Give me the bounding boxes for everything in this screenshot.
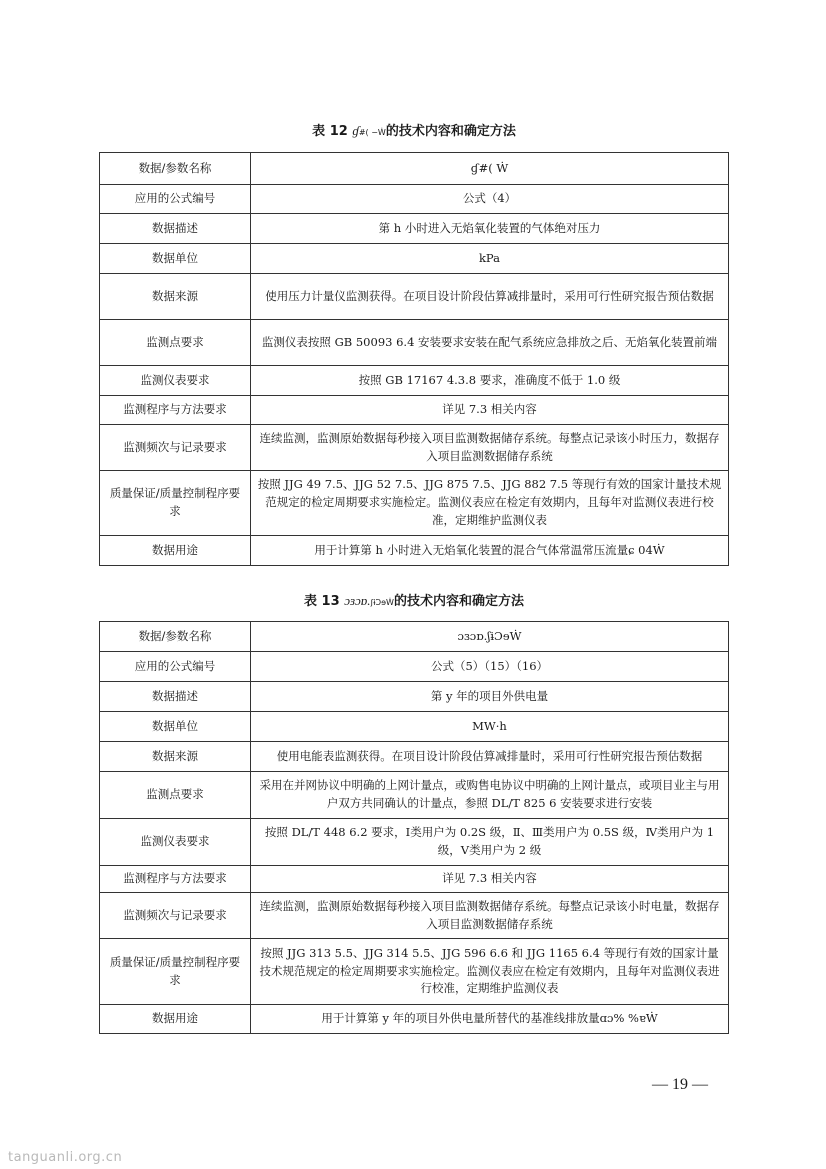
row-value: 采用在并网协议中明确的上网计量点，或购售电协议中明确的上网计量点，或项目业主与用户双方共同确认的计量点，参照 DL/T 825 6 安装要求进行安装: [251, 772, 729, 819]
row-value: 按照 DL/T 448 6.2 要求，Ⅰ类用户为 0.2S 级，Ⅱ、Ⅲ类用户为 0.5S 级，Ⅳ类用户为 1 级，Ⅴ类用户为 2 级: [251, 819, 729, 866]
page-number: — 19 —: [652, 1076, 708, 1093]
watermark: tanguanli.org.cn: [8, 1150, 123, 1165]
table-row: [100, 866, 729, 893]
table-row: [100, 244, 729, 274]
row-value: 使用压力计量仪监测获得。在项目设计阶段估算减排量时，采用可行性研究报告预估数据: [251, 274, 729, 320]
row-value: 用于计算第 h 小时进入无焰氧化装置的混合气体常温常压流量ɕ 04Ẇ: [251, 536, 729, 566]
row-value: 公式（5）（15）（16）: [251, 652, 729, 682]
row-value: ɠ#( Ẇ: [251, 153, 729, 185]
table13-caption-prefix: 表 13: [304, 594, 340, 609]
row-label: 监测点要求: [100, 772, 251, 819]
table-row: [100, 396, 729, 425]
table-row: [100, 742, 729, 772]
row-label: 数据/参数名称: [100, 153, 251, 185]
table-row: [100, 622, 729, 652]
row-label: 数据单位: [100, 244, 251, 274]
table-row: [100, 214, 729, 244]
table-row: [100, 185, 729, 214]
row-label: 数据/参数名称: [100, 622, 251, 652]
table-row: [100, 1005, 729, 1034]
row-label: 监测频次与记录要求: [100, 893, 251, 939]
row-label: 应用的公式编号: [100, 652, 251, 682]
row-value: 按照 GB 17167 4.3.8 要求，准确度不低于 1.0 级: [251, 366, 729, 396]
row-value: 详见 7.3 相关内容: [251, 866, 729, 893]
row-value: 详见 7.3 相关内容: [251, 396, 729, 425]
table-row: [100, 893, 729, 939]
row-value: 按照 JJG 49 7.5、JJG 52 7.5、JJG 875 7.5、JJG 882 7.5 等现行有效的国家计量技术规范规定的检定周期要求实施检定。监测仪表应在检定有效期内，且每年对监测仪表进行校准，定期维护监测仪表: [251, 471, 729, 536]
table12-caption-symbol: ɠ: [352, 123, 359, 138]
row-value: 连续监测，监测原始数据每秒接入项目监测数据储存系统。每整点记录该小时压力，数据存入项目监测数据储存系统: [251, 425, 729, 471]
table-row: [100, 274, 729, 320]
table12-caption-suffix: 的技术内容和确定方法: [385, 124, 516, 139]
row-label: 应用的公式编号: [100, 185, 251, 214]
table-row: [100, 819, 729, 866]
table-row: [100, 772, 729, 819]
row-value: 第 h 小时进入无焰氧化装置的气体绝对压力: [251, 214, 729, 244]
row-label: 监测频次与记录要求: [100, 425, 251, 471]
table-row: [100, 682, 729, 712]
row-label: 数据用途: [100, 536, 251, 566]
table13-caption-suffix: 的技术内容和确定方法: [393, 594, 524, 609]
table-row: [100, 366, 729, 396]
row-value: 按照 JJG 313 5.5、JJG 314 5.5、JJG 596 6.6 和 JJG 1165 6.4 等现行有效的国家计量技术规范规定的检定周期要求实施检定。监测仪表应在检定有效期内，且每年对监测仪表进行校准，定期维护监测仪表: [251, 939, 729, 1005]
row-value: ɔɜɔɒ.ʃɨƆɘẆ: [251, 622, 729, 652]
row-label: 监测仪表要求: [100, 366, 251, 396]
table13-caption-symbol-sub: ʃɨƆɘẆ: [370, 598, 394, 607]
table-row: [100, 471, 729, 536]
row-value: 使用电能表监测获得。在项目设计阶段估算减排量时，采用可行性研究报告预估数据: [251, 742, 729, 772]
table12-caption-symbol-sub: #( −Ẇ: [358, 128, 386, 137]
table-row: [100, 536, 729, 566]
table-row: [100, 153, 729, 185]
row-label: 监测仪表要求: [100, 819, 251, 866]
row-label: 监测程序与方法要求: [100, 396, 251, 425]
row-label: 质量保证/质量控制程序要求: [100, 939, 251, 1005]
table12: [99, 152, 729, 566]
row-label: 数据描述: [100, 682, 251, 712]
table13: [99, 621, 729, 1034]
row-label: 质量保证/质量控制程序要求: [100, 471, 251, 536]
row-label: 监测程序与方法要求: [100, 866, 251, 893]
row-label: 数据来源: [100, 742, 251, 772]
row-label: 数据单位: [100, 712, 251, 742]
row-value: 连续监测，监测原始数据每秒接入项目监测数据储存系统。每整点记录该小时电量，数据存入项目监测数据储存系统: [251, 893, 729, 939]
table13-caption-symbol: ɔɜɔɒ.: [344, 593, 371, 608]
table-row: [100, 652, 729, 682]
row-label: 数据来源: [100, 274, 251, 320]
table-row: [100, 939, 729, 1005]
row-label: 数据用途: [100, 1005, 251, 1034]
table-row: [100, 425, 729, 471]
row-value: 公式（4）: [251, 185, 729, 214]
table-row: [100, 712, 729, 742]
row-value: 用于计算第 y 年的项目外供电量所替代的基准线排放量ɑɔ% %ɐẆ: [251, 1005, 729, 1034]
table13-caption: [99, 590, 729, 609]
row-value: 第 y 年的项目外供电量: [251, 682, 729, 712]
row-label: 数据描述: [100, 214, 251, 244]
row-value: 监测仪表按照 GB 50093 6.4 安装要求安装在配气系统应急排放之后、无焰氧化装置前端: [251, 320, 729, 366]
row-label: 监测点要求: [100, 320, 251, 366]
table12-caption: [99, 120, 729, 139]
table12-caption-prefix: 表 12: [312, 124, 348, 139]
table-row: [100, 320, 729, 366]
row-value: MW·h: [251, 712, 729, 742]
row-value: kPa: [251, 244, 729, 274]
